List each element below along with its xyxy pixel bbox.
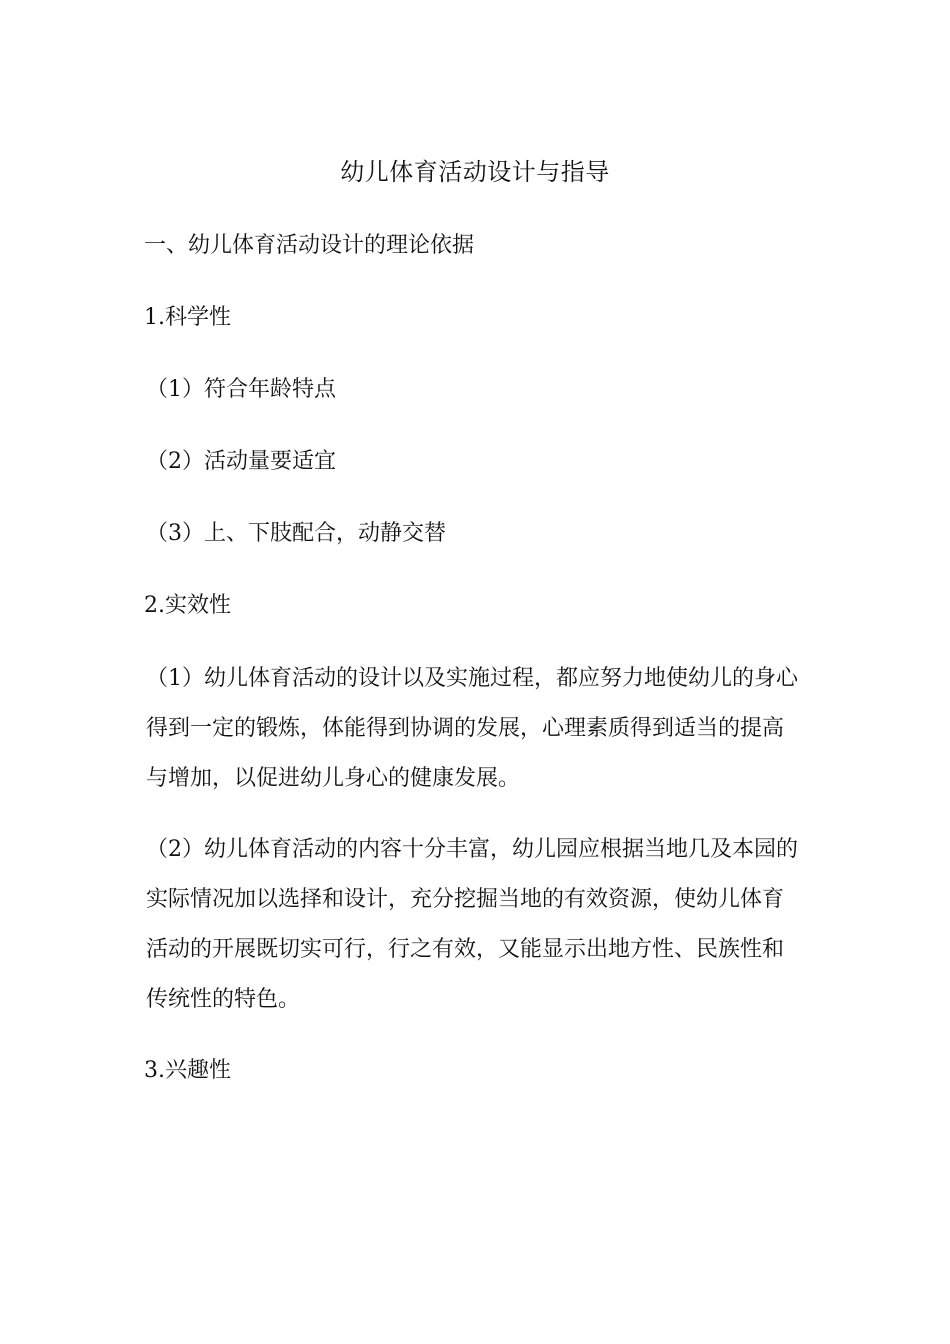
paragraph-line: 活动的开展既切实可行，行之有效，又能显示出地方性、民族性和 [146,937,785,962]
paragraph-line: 得到一定的锻炼，体能得到协调的发展，心理素质得到适当的提高 [146,716,785,741]
paragraph-effectiveness-1 [146,654,816,804]
paragraph-line: 实际情况加以选择和设计，充分挖掘当地的有效资源，使幼儿体育 [146,887,785,912]
item-heading-interest: 3.兴趣性 [144,1058,231,1083]
document-title: 幼儿体育活动设计与指导 [340,158,610,186]
paragraph-line: （1）幼儿体育活动的设计以及实施过程，都应努力地使幼儿的身心 [146,666,798,691]
subitem-activity-amount: （2）活动量要适宜 [146,449,336,474]
subitem-age-characteristics: （1）符合年龄特点 [146,377,336,402]
section-heading: 一、幼儿体育活动设计的理论依据 [144,233,475,258]
paragraph-line: （2）幼儿体育活动的内容十分丰富，幼儿园应根据当地几及本园的 [146,837,798,862]
item-heading-scientific: 1.科学性 [144,305,231,330]
subitem-limb-coordination: （3）上、下肢配合，动静交替 [146,521,446,546]
paragraph-line: 传统性的特色。 [146,987,301,1012]
item-heading-effectiveness: 2.实效性 [144,593,231,618]
paragraph-effectiveness-2 [146,825,816,1025]
paragraph-line: 与增加，以促进幼儿身心的健康发展。 [146,766,521,791]
